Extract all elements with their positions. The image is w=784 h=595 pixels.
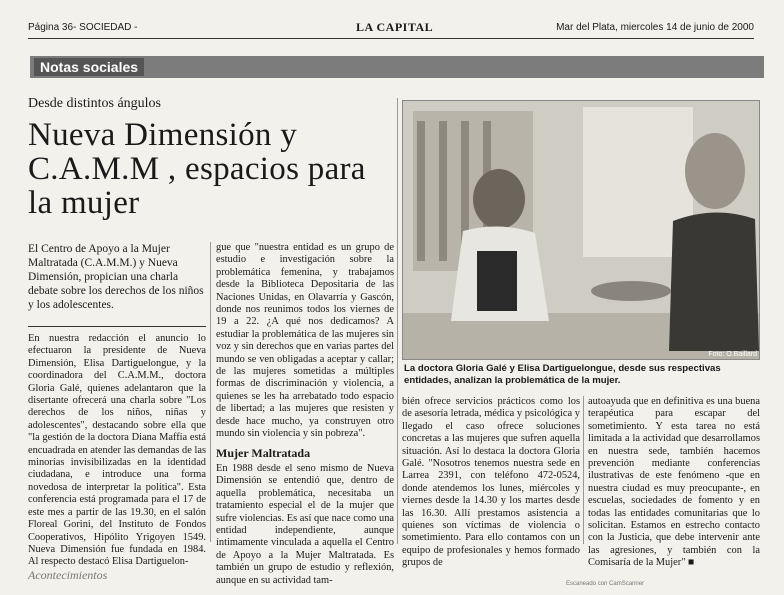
body-text: autoayuda que en definitiva es una buena terapéutica para escapar del sometimiento. Y esta tarea no está limitada a la actividad que desarrollamos en nuestra sede, también hacemos prevención mediante conferencias ilustrativas de este fenómeno -que en nuestra ciudad es muy preocupante-, en escuelas, sociedades de fomento y en todas las entidades comunitarias que lo solicitan. Estamos en estrecho contacto con la Justicia, que debe intervenir ante las agresiones, y también con la Comisaría de la Mujer" ■ — [588, 396, 760, 569]
subheading: Mujer Maltratada — [216, 445, 311, 460]
scanner-watermark: Escaneado con CamScanner — [566, 581, 645, 587]
article-lead: El Centro de Apoyo a la Mujer Maltratada (C.A.M.M.) y Nueva Dimensión, propician una charla debate sobre los derechos de los niños y los adolescentes. — [28, 243, 204, 311]
next-section-heading: Acontecimientos — [28, 568, 108, 582]
body-text: En 1988 desde el seno mismo de Nueva Dimensión se entendió que, dentro de aquella problemática, necesitaba un tratamiento especial el de la mujer que sufre violencias. Es así que nace como una entidad independiente, aunque íntimamente vinculada a aquella el Centro de Apoyo a la Mujer Maltratada. Es también un grupo de estudio y reflexión, aunque en su actividad tam- — [216, 462, 394, 586]
column-divider — [397, 98, 398, 544]
body-column-1 — [28, 333, 206, 569]
section-label: Notas sociales — [34, 58, 144, 76]
newspaper-name: LA CAPITAL — [356, 20, 434, 34]
photo-credit: Foto: O.Baillard — [708, 351, 757, 358]
body-column-3 — [402, 396, 580, 570]
column-divider — [210, 242, 211, 542]
photo-image — [403, 101, 759, 359]
article-headline: Nueva Dimensión y C.A.M.M , espacios para la mujer — [28, 117, 366, 221]
body-text: bién ofrece servicios prácticos como los de asesoría letrada, médica y psicológica y llegado el caso ofrece soluciones concretas a las mujeres que sufren aquella situación. Así lo destaca la doctora Gloria Galé. "Nosotros tenemos nuestra sede en Larrea 2391, con teléfono 472-0524, donde atendemos los lunes, miércoles y viernes desde la 14.30 y los martes desde las 16.30. Allí prestamos asistencia a quienes son víctimas de violencia o sometimiento. Para ello contamos con un equipo de profesionales y hemos formado grupos de — [402, 396, 580, 569]
page-header — [28, 20, 754, 39]
body-column-4 — [588, 396, 760, 570]
article-photo — [402, 100, 760, 360]
dateline: Mar del Plata, miercoles 14 de junio de 2000 — [556, 22, 754, 33]
body-text: gue que "nuestra entidad es un grupo de estudio e investigación sobre la problemática femenina, y trabajamos desde la Biblioteca Depositaria de las Naciones Unidas, en Olavarría y Gascón, donde nos reunimos todos los viernes de 19 a 22. ¿A qué nos dedicamos? A estudiar la problemática de las mujeres sin voz y sin derechos que en varias partes del mundo se ven obligadas a aceptar y callar; de las mujeres sometidas a múltiples formas de discriminación y violencia, a quienes se les ha arrebatado todo espacio de libertad; a las mujeres que resisten y desde hace mucho, ya construyen otro mundo sin violencia y sin pobreza". — [216, 242, 394, 440]
photo-caption: La doctora Gloria Galé y Elisa Dartiguelongue, desde sus respectivas entidades, analizan la problemática de la mujer. — [404, 363, 721, 386]
page-section-label: Página 36- SOCIEDAD - — [28, 22, 138, 33]
section-bar — [30, 56, 764, 78]
body-column-2 — [216, 242, 394, 587]
body-text: En nuestra redacción el anuncio lo efectuaron la presidente de Nueva Dimensión, Elisa Dartiguelongue, y la coordinadora del C.A.M.M., doctora Gloria Galé, quienes adelantaron que la disertante ofrecerá una charla sobre "Los derechos de los niños, niñas y adolescentes", destacando sobre ella que "la gestión de la doctora Diana Maffía está encuadrada en atender las demandas de las minorías invisibilizadas en la identidad ciudadana, e introduce una forma novedosa de interpretar la política". Esta conferencia está programada para el 17 de este mes a partir de las 19.30, en el salón Floreal Gorini, del Instituto de Fondos Cooperativos, Hipólito Yrigoyen 1549. Nueva Dimensión fue fundada en 1984. Al respecto destacó Elisa Dartiguelon- — [28, 333, 206, 568]
column-divider — [583, 396, 584, 544]
lead-divider — [28, 326, 206, 327]
article-kicker: Desde distintos ángulos — [28, 96, 161, 111]
